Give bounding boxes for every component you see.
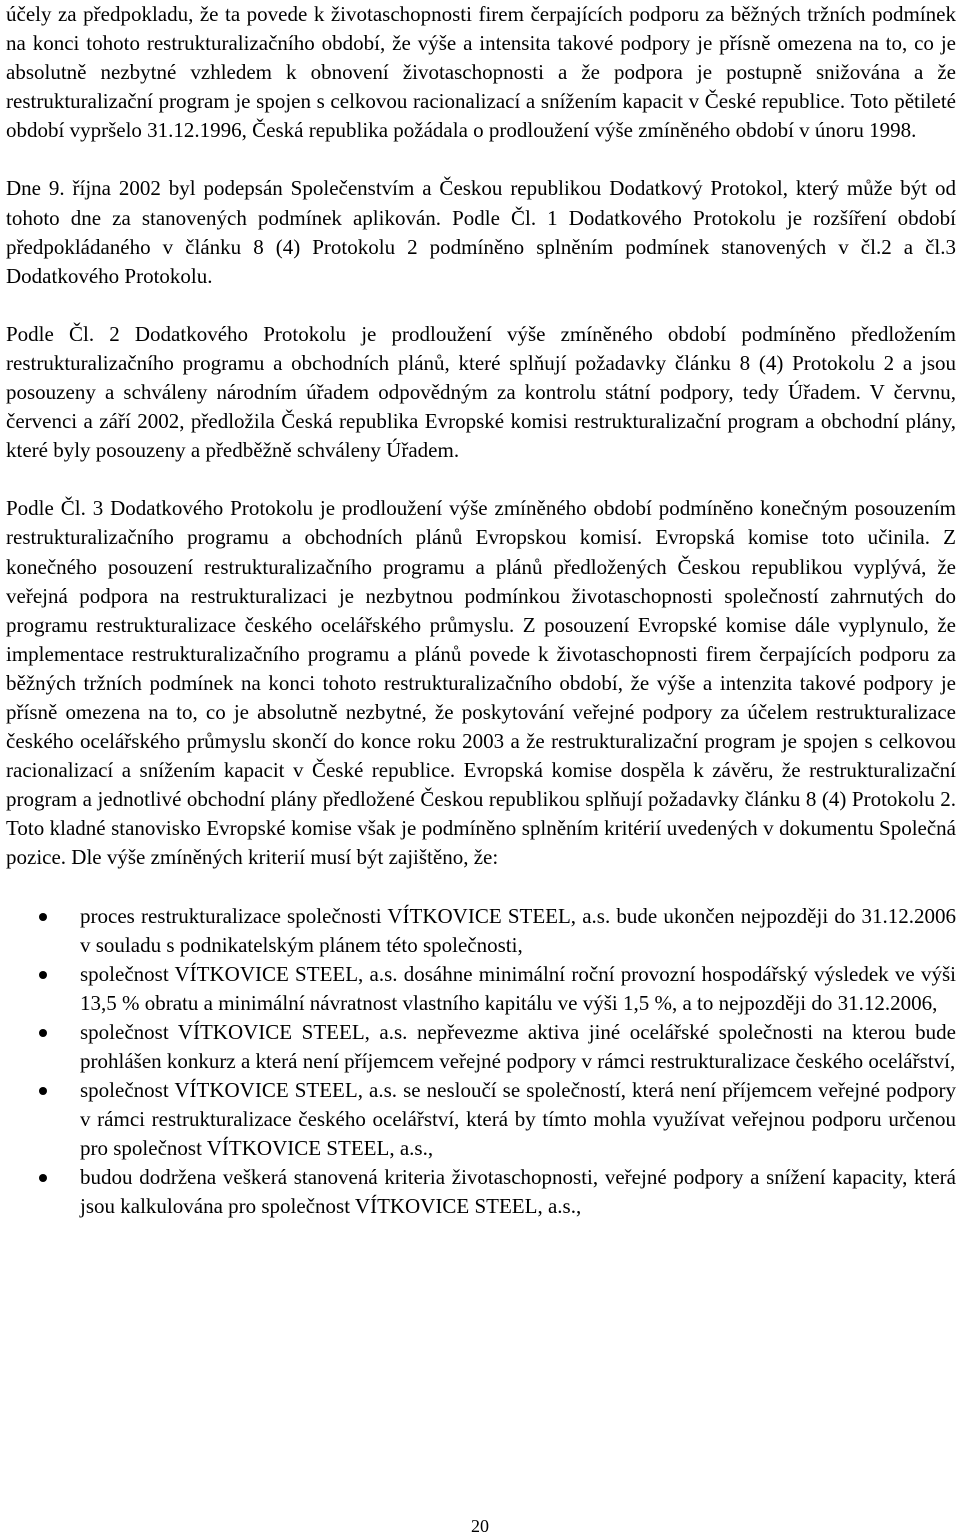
page-number: 20 [471,1516,489,1536]
list-item-text: společnost VÍTKOVICE STEEL, a.s. nepřevezme aktiva jiné ocelářské společnosti na kterou bude prohlášen konkurz a která není příjemcem veřejné podpory v rámci restrukturalizace českého ocelářství, [80,1019,956,1073]
paragraph-4: Podle Čl. 3 Dodatkového Protokolu je prodloužení výše zmíněného období podmíněno konečným posouzením restrukturalizačního programu a obchodních plánů Evropskou komisí. Evropská komise toto učinila. Z konečného posouzení restrukturalizačního programu a plánů předložených Českou republikou vyplývá, že veřejná podpora na restrukturalizaci je nezbytnou podmínkou životaschopnosti společností zahrnutých do programu restrukturalizace českého ocelářského průmyslu. Z posouzení Evropské komise dále vyplynulo, že implementace restrukturalizačního programu a plánů povede k životaschopnosti firem čerpajících podporu za běžných tržních podmínek na konci tohoto restrukturalizačního období, že výše a intenzita takové podpory je přísně omezena na to, co je absolutně nezbytné, že poskytování veřejné podpory za účelem restrukturalizace českého ocelářského průmyslu skončí do konce roku 2003 a že restrukturalizační program je spojen s celkovou racionalizací a snížením kapacit v České republice. Evropská komise dospěla k závěru, že restrukturalizační program a jednotlivé obchodní plány předložené Českou republikou splňují požadavky článku 8 (4) Protokolu 2. Toto kladné stanovisko Evropské komise však je podmíněno splněním kritérií uvedených v dokumentu Společná pozice. Dle výše zmíněných kriterií musí být zajištěno, že: [6,496,956,870]
document-page [6,0,956,1222]
paragraph-spacer [6,873,956,902]
list-item-text: společnost VÍTKOVICE STEEL, a.s. se nesloučí se společností, která není příjemcem veřejné podpory v rámci restrukturalizace českého ocelářství, která by tímto mohla využívat veřejnou podporu určenou pro společnost VÍTKOVICE STEEL, a.s., [80,1078,956,1161]
list-item [6,1018,956,1076]
list-item [6,1163,956,1221]
paragraph-1: účely za předpokladu, že ta povede k životaschopnosti firem čerpajících podporu za běžných tržních podmínek na konci tohoto restrukturalizačního období, že výše a intensita takové podpory je přísně omezena na to, co je absolutně nezbytné vzhledem k obnovení životaschopnosti a že podpora je postupně snižována a že restrukturalizační program je spojen s celkovou racionalizací a snížením kapacit v České republice. Toto pětileté období vypršelo 31.12.1996, Česká republika požádala o prodloužení výše zmíněného období v únoru 1998. [6,2,956,143]
bullet-icon [39,1174,47,1182]
list-item [6,1076,956,1163]
criteria-list [6,902,956,1222]
list-item-text: budou dodržena veškerá stanovená kriteria životaschopnosti, veřejné podpory a snížení kapacity, která jsou kalkulována pro společnost VÍTKOVICE STEEL, a.s., [80,1165,956,1219]
list-item-text: proces restrukturalizace společnosti VÍTKOVICE STEEL, a.s. bude ukončen nejpozději do 31.12.2006 v souladu s podnikatelským plánem této společnosti, [80,903,956,957]
list-item [6,960,956,1018]
bullet-icon [39,1087,47,1095]
bullet-icon [39,971,47,979]
bullet-icon [39,913,47,921]
paragraph-3: Podle Čl. 2 Dodatkového Protokolu je prodloužení výše zmíněného období podmíněno předložením restrukturalizačního programu a obchodních plánů, které splňují požadavky článku 8 (4) Protokolu 2 a jsou posouzeny a schváleny národním úřadem odpovědným za kontrolu státní podpory, tedy Úřadem. V červnu, červenci a září 2002, předložila Česká republika Evropské komisi restrukturalizační program a obchodní plány, které byly posouzeny a předběžně schváleny Úřadem. [6,321,956,463]
paragraph-spacer [6,291,956,320]
paragraph-spacer [6,145,956,174]
list-item [6,902,956,960]
paragraph-spacer [6,465,956,494]
list-item-text: společnost VÍTKOVICE STEEL, a.s. dosáhne minimální roční provozní hospodářský výsledek ve výši 13,5 % obratu a minimální návratnost vlastního kapitálu ve výši 1,5 %, a to nejpozději do 31.12.2006, [80,961,956,1015]
paragraph-2: Dne 9. října 2002 byl podepsán Společenstvím a Českou republikou Dodatkový Protokol, který může být od tohoto dne za stanovených podmínek aplikován. Podle Čl. 1 Dodatkového Protokolu je rozšíření období předpokládaného v článku 8 (4) Protokolu 2 podmíněno splněním podmínek stanovených v čl.2 a čl.3 Dodatkového Protokolu. [6,176,956,288]
bullet-icon [39,1029,47,1037]
